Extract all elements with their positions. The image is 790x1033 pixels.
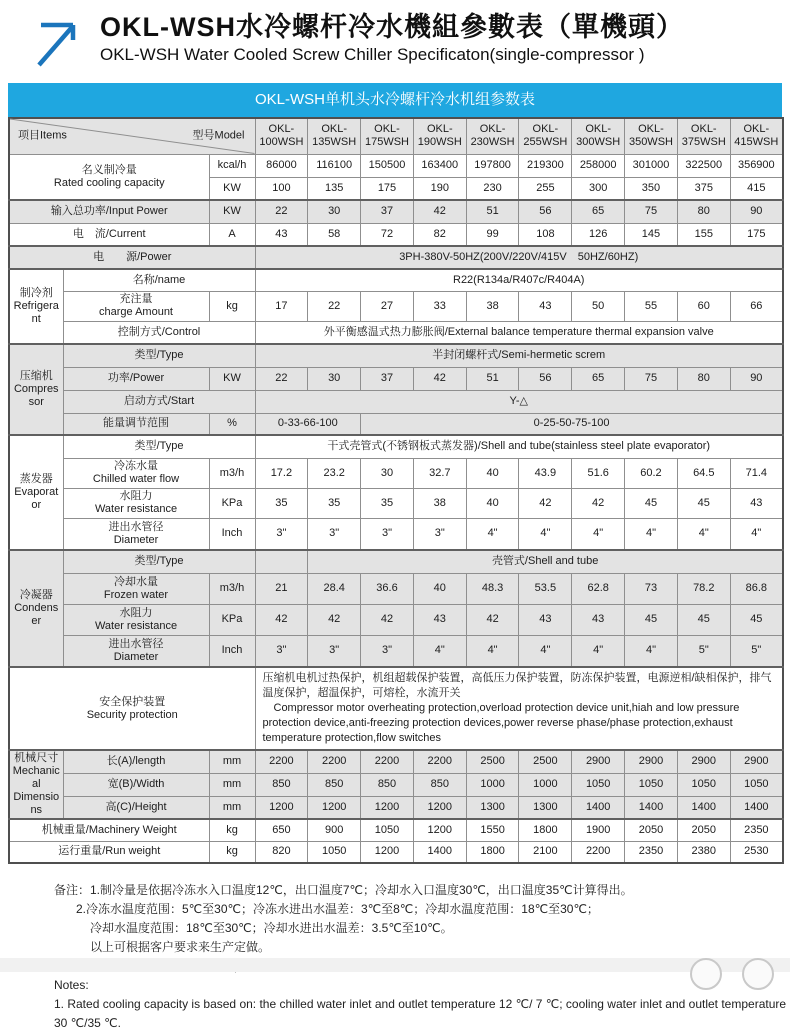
group-cell: 压缩机 Compressor [9, 344, 63, 435]
value-cell: 1550 [466, 819, 519, 841]
value-cell: 30 [308, 200, 361, 223]
value-cell: 1050 [677, 773, 730, 796]
note-line: Notes: [54, 978, 89, 992]
span-cell: 0-25-50-75-100 [361, 413, 783, 435]
value-cell: 48.3 [466, 573, 519, 604]
row-label: 进出水管径 Diameter [63, 635, 209, 667]
value-cell: 197800 [466, 154, 519, 177]
value-cell: 258000 [572, 154, 625, 177]
value-cell: 4" [466, 635, 519, 667]
value-cell: 350 [625, 177, 678, 200]
value-cell: 50 [572, 291, 625, 321]
value-cell: 90 [730, 367, 783, 390]
value-cell: 135 [308, 177, 361, 200]
span-cell: 压缩机电机过热保护，机组超载保护装置，高低压力保护装置，防冻保护装置，电源逆相/缺相保护，排气温度保护，超温保护，可熔栓，水流开关 Compressor motor overheating protection,overload protection device unit,hiah and low pressure protection device,anti-freezing protection devices,power reverse phase/phase protection,exhaust temperature protection,flow switches [255, 667, 783, 750]
row-label: 运行重量/Run weight [9, 841, 209, 863]
value-cell: 2900 [677, 750, 730, 773]
footer-strip [0, 958, 790, 972]
row-label: 水阻力 Water resistance [63, 604, 209, 635]
value-cell: 650 [255, 819, 308, 841]
value-cell: 3" [361, 635, 414, 667]
value-cell: 2050 [677, 819, 730, 841]
title-block [100, 10, 684, 65]
value-cell: 56 [519, 367, 572, 390]
value-cell: 2350 [730, 819, 783, 841]
value-cell: 2200 [572, 841, 625, 863]
value-cell: 415 [730, 177, 783, 200]
value-cell: 4" [677, 518, 730, 550]
spec-table [8, 117, 784, 864]
notes-block [54, 881, 790, 1033]
value-cell: 42 [413, 367, 466, 390]
value-cell: 4" [519, 518, 572, 550]
value-cell: 43 [519, 604, 572, 635]
page-title-en: OKL-WSH Water Cooled Screw Chiller Specificaton(single-compressor ) [100, 45, 645, 64]
group-cell: 制冷剂 Refrigerant [9, 269, 63, 344]
value-cell: 86.8 [730, 573, 783, 604]
unit-cell: mm [209, 796, 255, 819]
value-cell: 2500 [519, 750, 572, 773]
value-cell: 3" [308, 635, 361, 667]
value-cell: 17 [255, 291, 308, 321]
span-cell: 干式壳管式(不锈钢板式蒸发器)/Shell and tube(stainless steel plate evaporator) [255, 435, 783, 458]
value-cell: 108 [519, 223, 572, 246]
note-line: 2.冷冻水温度范围：5℃至30℃；冷冻水进出水温差：3℃至8℃；冷却水温度范围：18℃至30℃； [76, 902, 599, 916]
brand-arrow-icon [26, 15, 88, 71]
value-cell: 58 [308, 223, 361, 246]
value-cell: 2530 [730, 841, 783, 863]
value-cell: 17.2 [255, 458, 308, 488]
value-cell: 1050 [730, 773, 783, 796]
span-cell: 0-33-66-100 [255, 413, 361, 435]
value-cell: 1000 [466, 773, 519, 796]
row-label: 类型/Type [63, 344, 255, 367]
value-cell: 126 [572, 223, 625, 246]
value-cell: 1300 [519, 796, 572, 819]
value-cell: 1200 [255, 796, 308, 819]
value-cell: 1050 [308, 841, 361, 863]
span-cell: 3PH-380V-50HZ(200V/220V/415V 50HZ/60HZ) [255, 246, 783, 269]
value-cell: 42 [466, 604, 519, 635]
value-cell: 4" [466, 518, 519, 550]
unit-cell: KPa [209, 604, 255, 635]
page-header [0, 0, 790, 71]
value-cell: 43 [413, 604, 466, 635]
footer-circle-icon [690, 958, 722, 990]
value-cell: 1050 [572, 773, 625, 796]
unit-cell: A [209, 223, 255, 246]
value-cell: 100 [255, 177, 308, 200]
value-cell: 1050 [361, 819, 414, 841]
value-cell: 66 [730, 291, 783, 321]
items-model-corner-cell [9, 118, 255, 154]
value-cell: 850 [308, 773, 361, 796]
value-cell: 2900 [625, 750, 678, 773]
row-label: 输入总功率/Input Power [9, 200, 209, 223]
value-cell: 5" [730, 635, 783, 667]
value-cell: 850 [255, 773, 308, 796]
value-cell: 64.5 [677, 458, 730, 488]
value-cell: 36.6 [361, 573, 414, 604]
value-cell: 900 [308, 819, 361, 841]
row-label: 电 流/Current [9, 223, 209, 246]
value-cell: 86000 [255, 154, 308, 177]
row-label: 控制方式/Control [63, 321, 255, 344]
row-label: 能量调节范围 [63, 413, 209, 435]
unit-cell: KW [209, 200, 255, 223]
value-cell: 155 [677, 223, 730, 246]
row-label: 长(A)/length [63, 750, 209, 773]
value-cell: 60.2 [625, 458, 678, 488]
row-label: 冷却水量 Frozen water [63, 573, 209, 604]
value-cell: 1900 [572, 819, 625, 841]
value-cell: 1200 [413, 819, 466, 841]
note-line: 以上可根据客户要求来生产定做。 [90, 940, 271, 954]
unit-cell: mm [209, 750, 255, 773]
value-cell: 255 [519, 177, 572, 200]
value-cell: 3" [361, 518, 414, 550]
model-header-cell: OKL- 175WSH [361, 118, 414, 154]
table-banner: OKL-WSH单机头水冷螺杆冷水机组参数表 [8, 83, 782, 117]
value-cell: 51 [466, 200, 519, 223]
row-label: 名义制冷量 Rated cooling capacity [9, 154, 209, 200]
value-cell: 60 [677, 291, 730, 321]
value-cell: 2500 [466, 750, 519, 773]
value-cell: 1300 [466, 796, 519, 819]
unit-cell: Inch [209, 635, 255, 667]
unit-cell: KW [209, 177, 255, 200]
value-cell: 28.4 [308, 573, 361, 604]
value-cell: 300 [572, 177, 625, 200]
value-cell: 40 [466, 458, 519, 488]
value-cell: 30 [361, 458, 414, 488]
value-cell: 40 [413, 573, 466, 604]
value-cell: 116100 [308, 154, 361, 177]
value-cell: 45 [730, 604, 783, 635]
value-cell: 21 [255, 573, 308, 604]
value-cell: 1400 [572, 796, 625, 819]
value-cell: 42 [361, 604, 414, 635]
row-label: 充注量 charge Amount [63, 291, 209, 321]
unit-cell: mm [209, 773, 255, 796]
value-cell: 43.9 [519, 458, 572, 488]
value-cell: 23.2 [308, 458, 361, 488]
value-cell: 80 [677, 367, 730, 390]
value-cell: 163400 [413, 154, 466, 177]
value-cell: 78.2 [677, 573, 730, 604]
value-cell: 1400 [677, 796, 730, 819]
value-cell: 43 [519, 291, 572, 321]
value-cell: 1200 [361, 841, 414, 863]
value-cell: 2350 [625, 841, 678, 863]
row-label: 类型/Type [63, 435, 255, 458]
value-cell: 32.7 [413, 458, 466, 488]
note-line: 1. Rated cooling capacity is based on: the chilled water inlet and outlet temperature 12 ℃/ 7 ℃; cooling water inlet and outlet temperature 30 ℃/35 ℃. [54, 997, 787, 1030]
value-cell: 38 [466, 291, 519, 321]
value-cell: 375 [677, 177, 730, 200]
row-label: 宽(B)/Width [63, 773, 209, 796]
unit-cell: kcal/h [209, 154, 255, 177]
unit-cell: kg [209, 841, 255, 863]
row-label: 类型/Type [63, 550, 255, 573]
row-label: 水阻力 Water resistance [63, 488, 209, 518]
value-cell: 51.6 [572, 458, 625, 488]
row-label: 电 源/Power [9, 246, 255, 269]
model-header-cell: OKL- 375WSH [677, 118, 730, 154]
value-cell: 73 [625, 573, 678, 604]
row-label: 功率/Power [63, 367, 209, 390]
value-cell: 27 [361, 291, 414, 321]
value-cell: 4" [413, 635, 466, 667]
value-cell: 2200 [413, 750, 466, 773]
value-cell: 43 [730, 488, 783, 518]
value-cell: 145 [625, 223, 678, 246]
value-cell: 51 [466, 367, 519, 390]
value-cell: 45 [677, 488, 730, 518]
value-cell: 230 [466, 177, 519, 200]
value-cell: 22 [255, 367, 308, 390]
value-cell: 3" [413, 518, 466, 550]
value-cell: 1800 [519, 819, 572, 841]
value-cell: 4" [730, 518, 783, 550]
value-cell: 99 [466, 223, 519, 246]
value-cell: 1800 [466, 841, 519, 863]
value-cell: 356900 [730, 154, 783, 177]
value-cell: 43 [572, 604, 625, 635]
value-cell: 55 [625, 291, 678, 321]
model-header-cell: OKL- 350WSH [625, 118, 678, 154]
group-cell: 蒸发器 Evaporator [9, 435, 63, 550]
group-cell: 冷凝器 Condenser [9, 550, 63, 667]
model-header-cell: OKL- 415WSH [730, 118, 783, 154]
note-line: 备注：1.制冷量是依据冷冻水入口温度12℃，出口温度7℃；冷却水入口温度30℃，出口温度35℃计算得出。 [54, 883, 633, 897]
value-cell: 71.4 [730, 458, 783, 488]
value-cell: 190 [413, 177, 466, 200]
value-cell: 37 [361, 367, 414, 390]
value-cell: 301000 [625, 154, 678, 177]
value-cell: 2050 [625, 819, 678, 841]
value-cell: 219300 [519, 154, 572, 177]
value-cell: 65 [572, 200, 625, 223]
value-cell: 35 [255, 488, 308, 518]
value-cell: 1200 [308, 796, 361, 819]
value-cell: 38 [413, 488, 466, 518]
value-cell: 4" [625, 518, 678, 550]
value-cell: 850 [361, 773, 414, 796]
value-cell: 3" [255, 518, 308, 550]
value-cell: 56 [519, 200, 572, 223]
value-cell: 4" [519, 635, 572, 667]
value-cell: 2900 [730, 750, 783, 773]
items-label: 项目Items [18, 129, 67, 142]
unit-cell: kg [209, 819, 255, 841]
model-label: 型号Model [192, 129, 245, 142]
model-header-cell: OKL- 230WSH [466, 118, 519, 154]
value-cell: 2100 [519, 841, 572, 863]
row-label: 安全保护装置 Security protection [9, 667, 255, 750]
value-cell: 4" [572, 518, 625, 550]
value-cell: 22 [308, 291, 361, 321]
value-cell: 2200 [361, 750, 414, 773]
value-cell: 45 [625, 604, 678, 635]
row-label: 高(C)/Height [63, 796, 209, 819]
value-cell: 42 [572, 488, 625, 518]
model-header-cell: OKL- 190WSH [413, 118, 466, 154]
value-cell: 42 [308, 604, 361, 635]
value-cell: 35 [308, 488, 361, 518]
unit-cell: % [209, 413, 255, 435]
value-cell: 5" [677, 635, 730, 667]
span-cell [255, 550, 308, 573]
span-cell: R22(R134a/R407c/R404A) [255, 269, 783, 291]
unit-cell: KPa [209, 488, 255, 518]
model-header-cell: OKL- 100WSH [255, 118, 308, 154]
value-cell: 42 [255, 604, 308, 635]
value-cell: 1400 [730, 796, 783, 819]
value-cell: 2200 [255, 750, 308, 773]
value-cell: 1000 [519, 773, 572, 796]
value-cell: 322500 [677, 154, 730, 177]
value-cell: 1200 [361, 796, 414, 819]
value-cell: 22 [255, 200, 308, 223]
value-cell: 4" [572, 635, 625, 667]
value-cell: 82 [413, 223, 466, 246]
value-cell: 1400 [625, 796, 678, 819]
value-cell: 30 [308, 367, 361, 390]
note-line: 冷却水温度范围：18℃至30℃；冷却水进出水温差：3.5℃至10℃。 [90, 921, 453, 935]
model-header-cell: OKL- 300WSH [572, 118, 625, 154]
row-label: 冷冻水量 Chilled water flow [63, 458, 209, 488]
value-cell: 65 [572, 367, 625, 390]
span-cell: Y-△ [255, 390, 783, 413]
value-cell: 90 [730, 200, 783, 223]
value-cell: 2900 [572, 750, 625, 773]
group-cell: 机械尺寸 Mechanical Dimensions [9, 750, 63, 819]
unit-cell: KW [209, 367, 255, 390]
value-cell: 1050 [625, 773, 678, 796]
value-cell: 2380 [677, 841, 730, 863]
value-cell: 45 [625, 488, 678, 518]
span-cell: 壳管式/Shell and tube [308, 550, 783, 573]
value-cell: 4" [625, 635, 678, 667]
value-cell: 3" [255, 635, 308, 667]
row-label: 机械重量/Machinery Weight [9, 819, 209, 841]
row-label: 名称/name [63, 269, 255, 291]
value-cell: 40 [466, 488, 519, 518]
page-title-zh: OKL-WSH水冷螺杆冷水機組參數表（單機頭） [100, 12, 684, 42]
value-cell: 45 [677, 604, 730, 635]
value-cell: 62.8 [572, 573, 625, 604]
value-cell: 175 [361, 177, 414, 200]
value-cell: 80 [677, 200, 730, 223]
value-cell: 75 [625, 367, 678, 390]
unit-cell: kg [209, 291, 255, 321]
value-cell: 820 [255, 841, 308, 863]
value-cell: 33 [413, 291, 466, 321]
value-cell: 2200 [308, 750, 361, 773]
value-cell: 35 [361, 488, 414, 518]
value-cell: 53.5 [519, 573, 572, 604]
unit-cell: Inch [209, 518, 255, 550]
value-cell: 850 [413, 773, 466, 796]
unit-cell: m3/h [209, 458, 255, 488]
footer-circle-icon [742, 958, 774, 990]
value-cell: 75 [625, 200, 678, 223]
unit-cell: m3/h [209, 573, 255, 604]
value-cell: 42 [413, 200, 466, 223]
row-label: 启动方式/Start [63, 390, 255, 413]
value-cell: 1200 [413, 796, 466, 819]
value-cell: 150500 [361, 154, 414, 177]
value-cell: 42 [519, 488, 572, 518]
row-label: 进出水管径 Diameter [63, 518, 209, 550]
value-cell: 37 [361, 200, 414, 223]
value-cell: 3" [308, 518, 361, 550]
value-cell: 72 [361, 223, 414, 246]
span-cell: 外平衡感温式热力膨胀阀/External balance temperature thermal expansion valve [255, 321, 783, 344]
model-header-cell: OKL- 255WSH [519, 118, 572, 154]
value-cell: 43 [255, 223, 308, 246]
span-cell: 半封闭螺杆式/Semi-hermetic screm [255, 344, 783, 367]
value-cell: 1400 [413, 841, 466, 863]
model-header-cell: OKL- 135WSH [308, 118, 361, 154]
value-cell: 175 [730, 223, 783, 246]
